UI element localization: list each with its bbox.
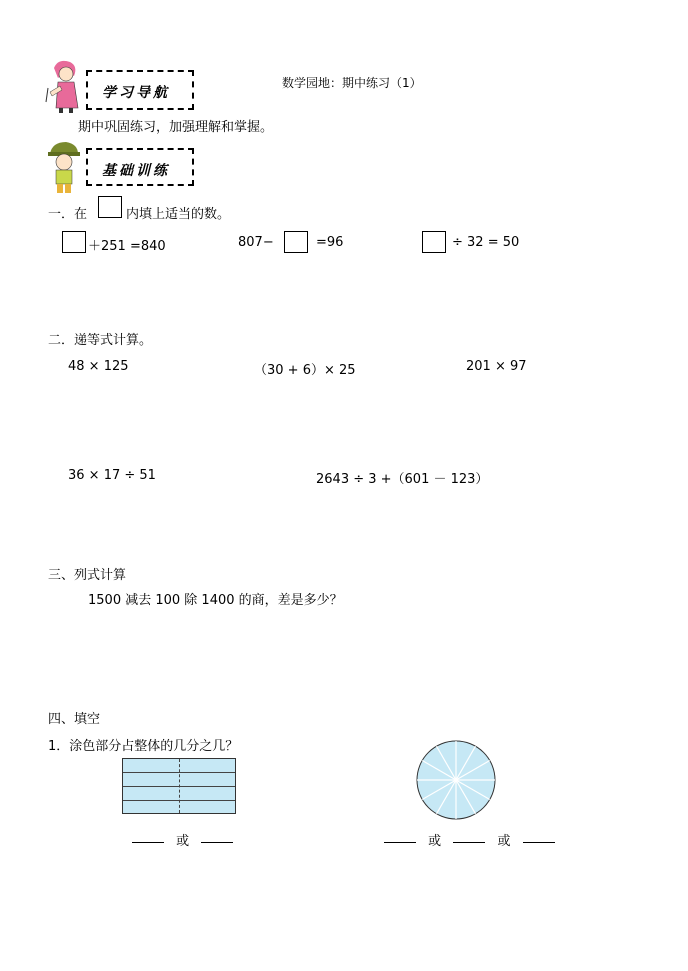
or-label: 或: [176, 834, 190, 849]
section3-heading: 三、列式计算: [48, 568, 127, 583]
shaded-rectangle-figure: [122, 758, 236, 814]
rectangle-answer-line: [132, 830, 233, 849]
student-mascot-icon: [46, 140, 82, 196]
or-label: 或: [428, 834, 442, 849]
teacher-mascot-icon: [44, 58, 86, 114]
rectangle-dashed-divider: [179, 759, 180, 813]
basic-label: 基础训练: [102, 163, 170, 179]
calc-problem-3: 201 × 97: [466, 359, 527, 374]
fill-question-1: 1．涂色部分占整体的几分之几？: [48, 739, 239, 754]
answer-blank[interactable]: [132, 841, 164, 843]
calc-problem-2: （30 + 6）× 25: [254, 363, 356, 378]
answer-box-2[interactable]: [284, 231, 308, 253]
equation-3: ÷ 32 = 50: [452, 235, 520, 250]
equation-2-before: 807−: [238, 235, 274, 250]
answer-blank[interactable]: [523, 841, 555, 843]
calc-problem-4: 36 × 17 ÷ 51: [68, 468, 156, 483]
circle-answer-line: [384, 830, 555, 849]
answer-blank[interactable]: [453, 841, 485, 843]
answer-blank[interactable]: [201, 841, 233, 843]
section2-heading: 二．递等式计算。: [48, 333, 153, 348]
shaded-circle-figure: [415, 739, 497, 821]
calc-problem-5: 2643 ÷ 3 +（601 － 123）: [316, 472, 489, 487]
equation-2-after: =96: [316, 235, 344, 250]
section4-heading: 四、填空: [48, 712, 101, 727]
answer-box-example: [98, 196, 122, 218]
section1-heading-after: 内填上适当的数。: [126, 207, 231, 222]
guide-label-box: [86, 70, 194, 110]
answer-blank[interactable]: [384, 841, 416, 843]
answer-box-1[interactable]: [62, 231, 86, 253]
or-label: 或: [497, 834, 511, 849]
guide-text: 期中巩固练习，加强理解和掌握。: [78, 120, 274, 135]
page-title: 数学园地：期中练习（1）: [282, 76, 422, 90]
answer-box-3[interactable]: [422, 231, 446, 253]
word-problem: 1500 减去 100 除 1400 的商，差是多少？: [88, 593, 343, 608]
basic-label-box: [86, 148, 194, 186]
calc-problem-1: 48 × 125: [68, 359, 129, 374]
section1-heading-before: 一．在: [48, 207, 88, 222]
guide-label: 学习导航: [102, 85, 170, 101]
equation-1: ＋251 =840: [88, 239, 166, 254]
